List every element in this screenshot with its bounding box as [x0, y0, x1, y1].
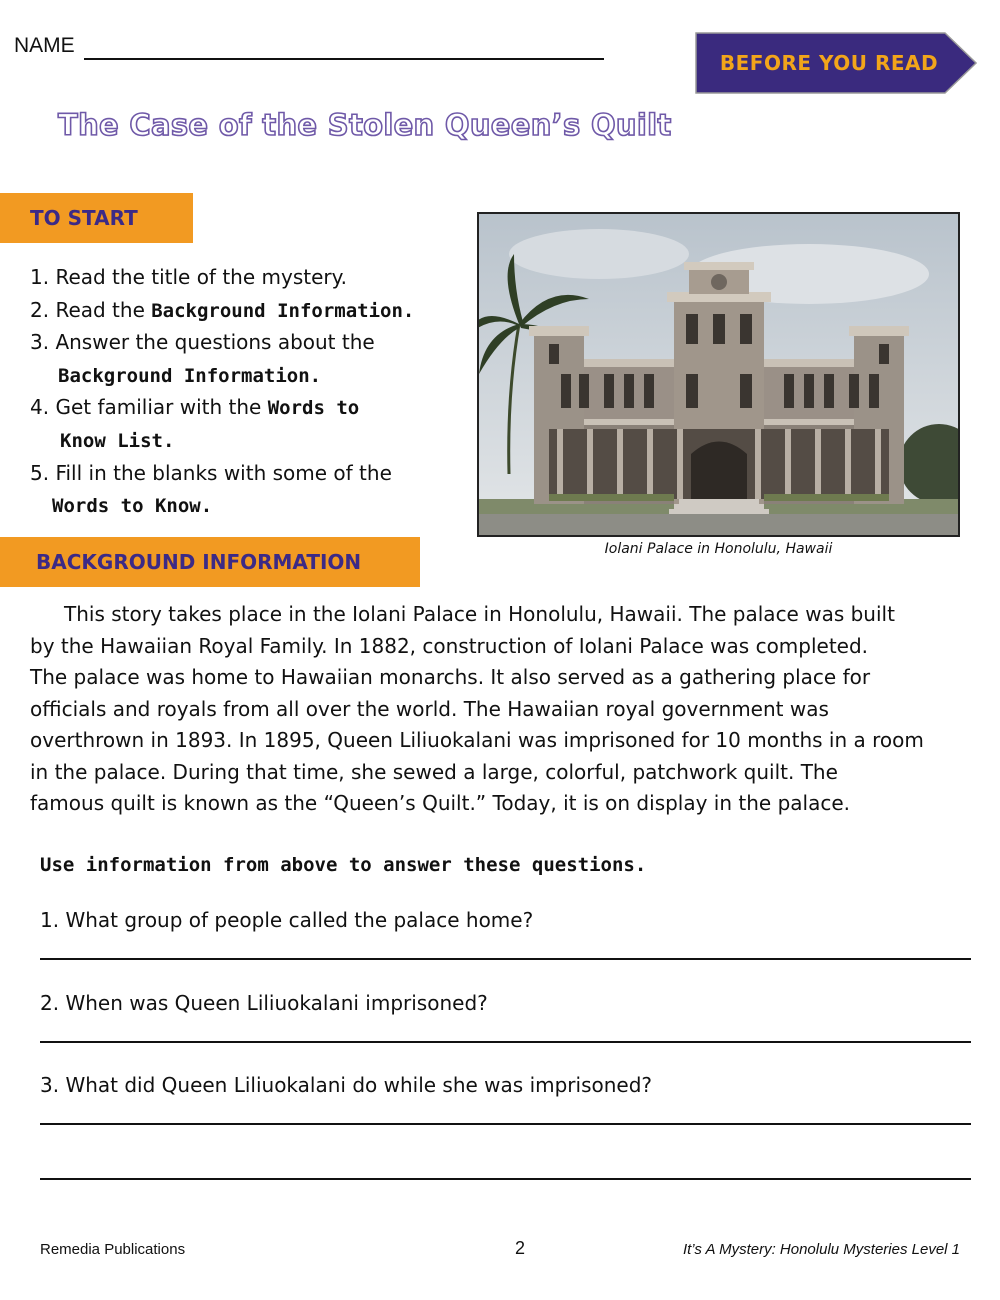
palace-illustration — [479, 214, 958, 535]
paragraph-line: The palace was home to Hawaiian monarchs. It also served as a gathering place for — [30, 665, 871, 689]
paragraph-line: in the palace. During that time, she sewed a large, colorful, patchwork quilt. The — [30, 759, 838, 784]
name-blank-line[interactable] — [84, 58, 604, 60]
step-line: 1. Read the title of the mystery. — [30, 265, 347, 289]
paragraph-line: by the Hawaiian Royal Family. In 1882, construction of Iolani Palace was completed. — [30, 633, 869, 658]
paragraph-line: overthrown in 1893. In 1895, Queen Liliuokalani was imprisoned for 10 months in a room — [30, 728, 924, 752]
step-line: Background Information. — [58, 364, 322, 387]
step-line: 3. Answer the questions about the — [30, 330, 375, 355]
page-title: The Case of the Stolen Queen’s Quilt — [58, 108, 672, 142]
answer-line-3a[interactable] — [40, 1123, 971, 1125]
footer-publisher: Remedia Publications — [40, 1241, 186, 1258]
step-line: Words to Know. — [52, 495, 213, 518]
answer-line-3b[interactable] — [40, 1178, 971, 1180]
step-line: 5. Fill in the blanks with some of the — [30, 460, 392, 485]
before-you-read-banner — [695, 32, 977, 94]
footer-book-title: It’s A Mystery: Honolulu Mysteries Level 1 — [682, 1241, 960, 1258]
paragraph-line: This story takes place in the Iolani Palace in Honolulu, Hawaii. The palace was built — [64, 602, 895, 626]
name-label: NAME — [14, 34, 75, 57]
background-heading: BACKGROUND INFORMATION — [0, 537, 420, 587]
photo-caption: Iolani Palace in Honolulu, Hawaii — [604, 541, 833, 557]
question-3: 3. What did Queen Liliuokalani do while she was imprisoned? — [40, 1073, 653, 1097]
questions-instruction: Use information from above to answer these questions. — [40, 854, 647, 876]
palace-photo — [477, 212, 960, 537]
background-paragraph — [30, 599, 975, 820]
step-line: 2. Read the Background Information. — [30, 297, 415, 322]
to-start-heading: TO START — [0, 193, 193, 243]
page-number: 2 — [515, 1238, 526, 1258]
question-1: 1. What group of people called the palace home? — [40, 908, 534, 932]
before-you-read-label: BEFORE YOU READ — [719, 51, 939, 75]
steps-list — [30, 262, 460, 523]
paragraph-line: famous quilt is known as the “Queen’s Quilt.” Today, it is on display in the palace. — [30, 791, 850, 815]
paragraph-line: officials and royals from all over the world. The Hawaiian royal government was — [30, 696, 829, 721]
step-line: Know List. — [60, 429, 175, 452]
answer-line-1[interactable] — [40, 958, 971, 960]
answer-line-2[interactable] — [40, 1041, 971, 1043]
step-line: 4. Get familiar with the Words to — [30, 395, 360, 420]
question-2: 2. When was Queen Liliuokalani imprisoned? — [40, 991, 488, 1015]
